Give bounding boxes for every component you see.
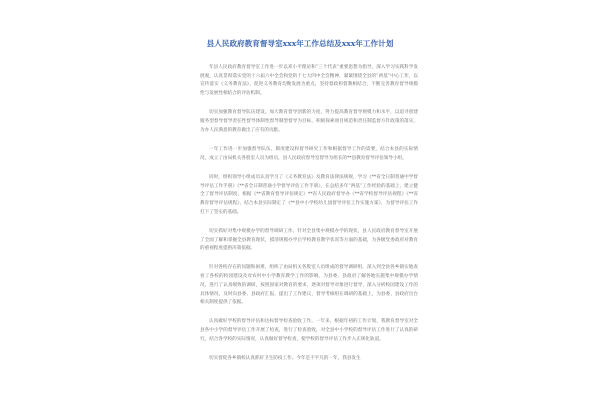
paragraph: 切实抓好对集中规模办学的督导调研工作。针对全县集中规模办学的现状，县人民政府教育督导室开展了全面了解和掌握全县教育现状，摸清规模办学后学校教育教学状况等方面的基础，为各级党委政府对教育的重视程度提供决策依据。	[200, 228, 418, 252]
document-title: 县人民政府教育督导室xxx年工作总结及xxx年工作计划	[206, 39, 394, 48]
paragraph: 同时，组织领导小组成员认真学习了《义务教育法》及教育法律法规规，学习《**省全日制普通中学督导评估工作手册》《**省全日制普通小学督导评估工作手册》，在总结多年“两基”工作经验的基础上，建立健全了督导评估制度，根据《**省教育督导评估规定》**省人民政府督导办《**省学校督导评估规程》《**省教育督导评估规程》，结合本县实际制定了《**县中小学校幼儿园督导评估工作实施方案》，为督导评估工作打下了坚实的基础。	[200, 174, 418, 215]
paragraph: 认真做好学校的督导评估和达标督导检查验收工作。一年来，根据年初的工作计划，我教育督导室对全县各中小学的督导评估工作开展了检查，进行了检查验收，对全县中小学校的督导评估工作进行了认真的研究，结合各学校的实际情况，认真做好督导检查，使学校的督导评估工作步入正规化轨道。	[200, 319, 418, 342]
paragraph: 一年工作进一步加强督导队伍，制度建设和督导研究工作和根据督导工作的需要，结合本县的实际情况，成立了由局机关各股室人员为组员，县人民政府督导室督导为组长的**县教育督导评估领导小组。	[200, 146, 418, 161]
document-body	[200, 64, 418, 374]
paragraph: 切实加强教育督导队伍建设。加大教育督导创新的力度，努力提高教育督导规模力和水平，以追寻创建服务型督导督导责任性督导体制性督导制型督导为目标，积极探索项目规范和责任制监督方针政策的落实，为办人民满意的教育做出了应有的贡献。	[200, 110, 418, 133]
paragraph: 年县人民政府教育督导室工作进一步以邓小平理论和“三个代表”重要思想为指导，深入学习实践科学发展观，认真贯彻落实党的十六届六中全会和党的十七大四中全会精神，紧紧围绕全县的“两基”中心工作，以宣传落实《义务教育法》，促进义务教育均衡发展为重点，坚持督政和督教相结合，不断完善教育督导规模性与发展性相结合的评估机制。	[200, 65, 418, 97]
paragraph: 针对各校存在的问题和困难，组织了由局机关各股室人员组成的督导调研组，深入到全县各乡镇实地查看了各校的校园建设及对农村中小学教育教学工作的影响，为县委、县政府了解各地实施集中规模办学情况，进行了认真细致的调研，按照国家对教育的要求，逐项对督导对象进行督导，深入分析校园建设工作的具体情况，及时向县委、县政府汇报，提出了工作建议，督导考核组在调研的基础上，为县委、县政府出台相关制度提供了依据。	[200, 265, 418, 306]
paragraph: 切实督促各乡镇校认真抓好卫生防疫工作。今年是不平凡的一年，我县发生	[209, 356, 361, 362]
